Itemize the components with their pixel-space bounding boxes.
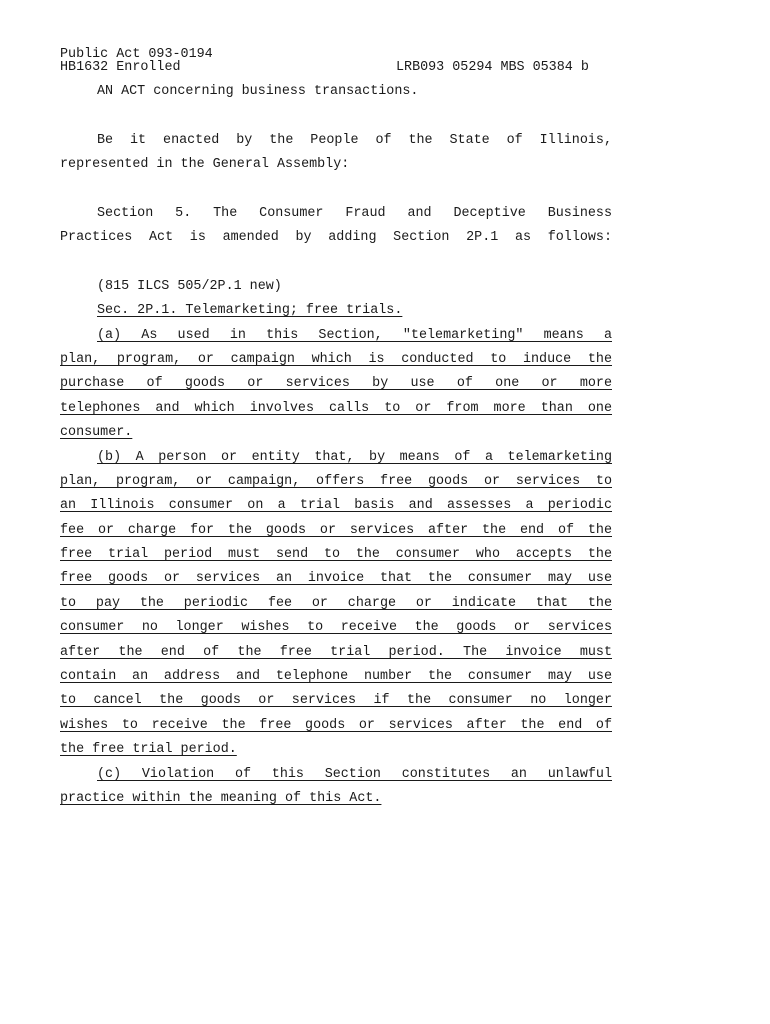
subsection-c-line: (c) Violation of this Section constitutes an unlawful [97,767,612,782]
subsection-a-line: consumer. [60,425,133,440]
subsection-b-line: consumer no longer wishes to receive the goods or services [60,620,612,635]
enacting-clause-line-2: represented in the General Assembly: [60,157,350,172]
subsection-b-line: to pay the periodic fee or charge or indicate that the [60,596,612,611]
section-5-line-1: Section 5. The Consumer Fraud and Deceptive Business [97,206,612,221]
enacting-clause-line-1: Be it enacted by the People of the State of Illinois, [97,133,612,148]
subsection-b-line: contain an address and telephone number the consumer may use [60,669,612,684]
subsection-b-line: to cancel the goods or services if the consumer no longer [60,693,612,708]
section-heading: Sec. 2P.1. Telemarketing; free trials. [97,303,403,318]
subsection-b-line: free goods or services an invoice that the consumer may use [60,571,612,586]
subsection-c-line: practice within the meaning of this Act. [60,791,382,806]
public-act-number: Public Act 093-0194 [60,47,213,62]
subsection-b-line: (b) A person or entity that, by means of a telemarketing [97,450,612,465]
subsection-b-line: fee or charge for the goods or services after the end of the [60,523,612,538]
subsection-b-line: free trial period must send to the consumer who accepts the [60,547,612,562]
subsection-a-line: plan, program, or campaign which is conducted to induce the [60,352,612,367]
bill-number: HB1632 Enrolled [60,60,181,75]
lrb-number: LRB093 05294 MBS 05384 b [396,60,589,75]
subsection-a-line: purchase of goods or services by use of one or more [60,376,612,391]
statute-citation: (815 ILCS 505/2P.1 new) [97,279,282,294]
subsection-b-line: plan, program, or campaign, offers free goods or services to [60,474,612,489]
subsection-b-line: the free trial period. [60,742,237,757]
subsection-a-line: (a) As used in this Section, "telemarketing" means a [97,328,612,343]
subsection-b-line: wishes to receive the free goods or services after the end of [60,718,612,733]
subsection-b-line: an Illinois consumer on a trial basis and assesses a periodic [60,498,612,513]
subsection-a-line: telephones and which involves calls to or from more than one [60,401,612,416]
subsection-b-line: after the end of the free trial period. The invoice must [60,645,612,660]
section-5-line-2: Practices Act is amended by adding Section 2P.1 as follows: [60,230,612,245]
act-title: AN ACT concerning business transactions. [97,84,419,99]
